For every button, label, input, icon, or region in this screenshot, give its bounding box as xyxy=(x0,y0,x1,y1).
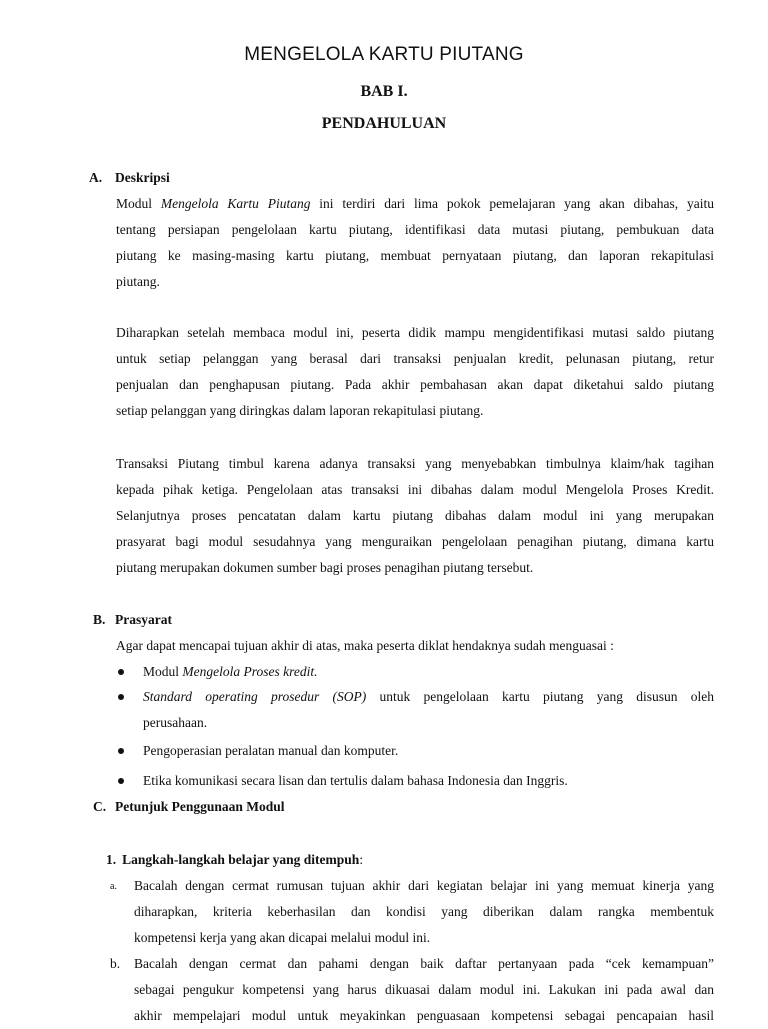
section-a-label: A. xyxy=(89,170,103,185)
sop-italic: Standard operating prosedur (SOP) xyxy=(143,689,367,704)
section-a-paragraph-3 xyxy=(116,451,714,581)
step-marker: a. xyxy=(110,881,117,892)
paragraph-line xyxy=(116,191,714,217)
text-run: untuk pengelolaan kartu piutang yang disusun oleh xyxy=(366,689,714,704)
text-run: ini terdiri dari lima pokok pemelajaran yang akan dibahas, yaitu xyxy=(310,196,714,211)
section-b-title: Prasyarat xyxy=(115,612,172,627)
bullet-line xyxy=(143,684,714,710)
subsection-1-heading xyxy=(106,852,363,868)
section-c-title: Petunjuk Penggunaan Modul xyxy=(115,799,285,814)
paragraph-line: kepada pihak ketiga. Pengelolaan atas transaksi ini dibahas dalam modul Mengelola Proses Kredit. xyxy=(116,482,714,497)
chapter-title: PENDAHULUAN xyxy=(321,115,447,132)
text-run: Modul xyxy=(116,196,161,211)
paragraph-line: piutang ke masing-masing kartu piutang, membuat pernyataan piutang, dan laporan rekapitulasi xyxy=(116,248,714,263)
bullet-line xyxy=(143,659,714,685)
section-b-intro xyxy=(116,633,714,659)
section-a-title: Deskripsi xyxy=(115,170,170,185)
module-name-italic: Mengelola Kartu Piutang xyxy=(160,196,311,211)
module-name-italic: Mengelola Proses kredit. xyxy=(182,664,318,679)
step-line: kompetensi kerja yang akan dicapai melalui modul ini. xyxy=(134,930,431,945)
subsection-title: Langkah-langkah belajar yang ditempuh xyxy=(122,852,360,867)
paragraph-line: Diharapkan setelah membaca modul ini, peserta didik mampu mengidentifikasi mutasi saldo piutang xyxy=(116,325,714,340)
section-a-paragraph-1 xyxy=(116,191,714,295)
paragraph-line: penjualan dan penghapusan piutang. Pada akhir pembahasan akan dapat diketahui saldo piutang xyxy=(116,377,714,392)
section-b-label: B. xyxy=(93,612,106,627)
document-title: MENGELOLA KARTU PIUTANG xyxy=(244,44,524,65)
paragraph-line: Transaksi Piutang timbul karena adanya transaksi yang menyebabkan timbulnya klaim/hak tagihan xyxy=(116,456,714,471)
step-line: sebagai pengukur kompetensi yang harus dikuasai dalam modul ini. Lakukan ini pada awal dan xyxy=(134,982,714,997)
subsection-colon: : xyxy=(359,852,364,867)
step-line: akhir mempelajari modul untuk meyakinkan penguasaan kompetensi sebagai pencapaian hasil xyxy=(134,1008,714,1023)
bullet-line: perusahaan. xyxy=(143,715,208,730)
chapter-number: BAB I. xyxy=(360,83,408,100)
section-c-label: C. xyxy=(93,799,107,814)
step-line: Bacalah dengan cermat rumusan tujuan akhir dari kegiatan belajar ini yang memuat kinerja yang xyxy=(134,878,714,893)
step-line: Bacalah dengan cermat dan pahami dengan baik daftar pertanyaan pada “cek kemampuan” xyxy=(134,956,714,971)
paragraph-line: Selanjutnya proses pencatatan dalam kartu piutang dibahas dalam modul ini yang merupakan xyxy=(116,508,714,523)
paragraph-line: piutang merupakan dokumen sumber bagi proses penagihan piutang tersebut. xyxy=(116,560,534,575)
paragraph-line: Agar dapat mencapai tujuan akhir di atas, maka peserta diklat hendaknya sudah menguasai : xyxy=(116,638,614,653)
bullet-line: Pengoperasian peralatan manual dan komputer. xyxy=(143,743,399,758)
step-marker: b. xyxy=(110,956,121,971)
paragraph-line: prasyarat bagi modul sesudahnya yang menguraikan pengelolaan penagihan piutang, dimana kartu xyxy=(116,534,714,549)
section-a-paragraph-2 xyxy=(116,320,714,424)
paragraph-line: piutang. xyxy=(116,274,160,289)
step-line: diharapkan, kriteria keberhasilan dan kondisi yang diberikan dalam rangka membentuk xyxy=(134,904,714,919)
subsection-number: 1. xyxy=(106,852,117,867)
paragraph-line: untuk setiap pelanggan yang berasal dari transaksi penjualan kredit, pelunasan piutang, retur xyxy=(116,351,714,366)
text-run: Modul xyxy=(143,664,183,679)
bullet-line: Etika komunikasi secara lisan dan tertulis dalam bahasa Indonesia dan Inggris. xyxy=(143,773,568,788)
paragraph-line: tentang persiapan pengelolaan kartu piutang, identifikasi data mutasi piutang, pembukuan data xyxy=(116,222,714,237)
paragraph-line: setiap pelanggan yang diringkas dalam laporan rekapitulasi piutang. xyxy=(116,403,484,418)
